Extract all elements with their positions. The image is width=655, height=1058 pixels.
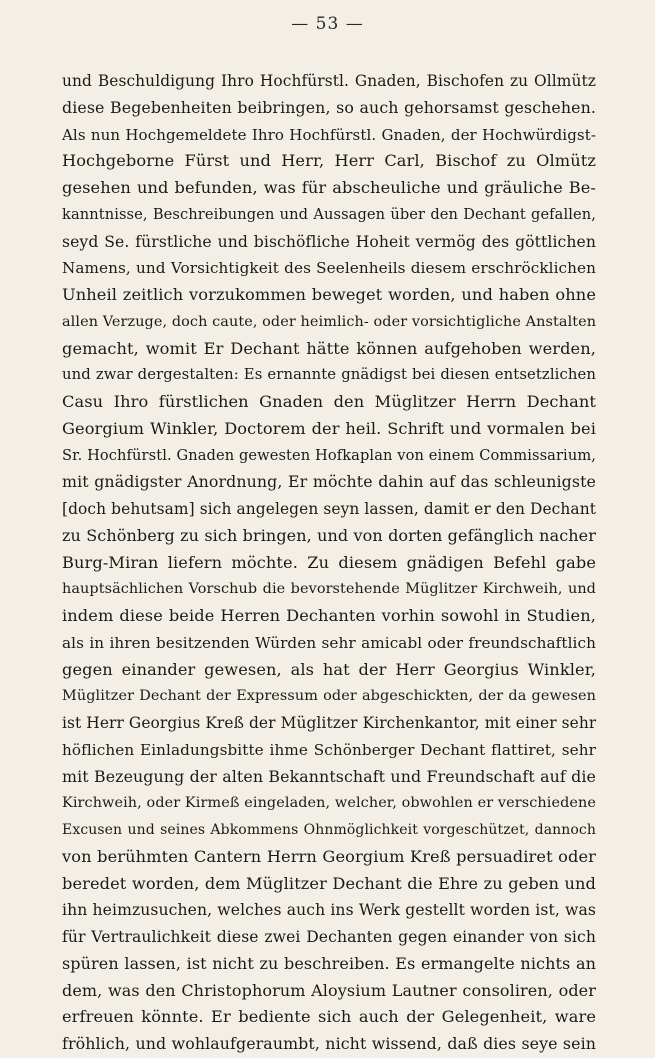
text-line: fröhlich, und wohlaufgeraumbt, nicht wissend, daß dies seye sein: [62, 1034, 596, 1053]
text-line: gegen einander gewesen, als hat der Herr Georgius Winkler,: [62, 659, 596, 679]
text-line: gesehen und befunden, was für abscheuliche und gräuliche Be-: [62, 178, 596, 197]
text-line: Casu Ihro fürstlichen Gnaden den Müglitzer Herrn Dechant: [62, 392, 596, 411]
text-line: diese Begebenheiten beibringen, so auch gehorsamst geschehen.: [62, 97, 596, 117]
text-line: Georgium Winkler, Doctorem der heil. Schrift und vormalen bei: [62, 418, 596, 438]
text-line: Sr. Hochfürstl. Gnaden gewesten Hofkaplan von einem Commissarium,: [62, 446, 596, 464]
text-line: Kirchweih, oder Kirmeß eingeladen, welcher, obwohlen er verschiedene: [62, 795, 596, 812]
text-line: indem diese beide Herren Dechanten vorhin sowohl in Studien,: [62, 606, 596, 625]
text-line: Müglitzer Dechant der Expressum oder abgeschickten, der da gewesen: [62, 688, 596, 705]
text-line: Excusen und seines Abkommens Ohnmöglichkeit vorgeschützet, dannoch: [62, 822, 596, 838]
text-line: seyd Se. fürstliche und bischöfliche Hoheit vermög des göttlichen: [62, 232, 596, 251]
page-number: — 53 —: [291, 14, 364, 34]
text-line: Burg-Miran liefern möchte. Zu diesem gnädigen Befehl gabe: [62, 552, 596, 572]
text-line: als in ihren besitzenden Würden sehr amicabl oder freundschaftlich: [62, 633, 596, 652]
text-line: ist Herr Georgius Kreß der Müglitzer Kirchenkantor, mit einer sehr: [62, 714, 596, 732]
text-line: von berühmten Cantern Herrn Georgium Kreß persuadiret oder: [62, 846, 596, 866]
text-line: und zwar dergestalten: Es ernannte gnädigst bei diesen entsetzlichen: [62, 366, 596, 384]
text-line: Hochgeborne Fürst und Herr, Herr Carl, Bischof zu Olmütz: [62, 151, 596, 171]
text-line: hauptsächlichen Vorschub die bevorstehende Müglitzer Kirchweih, und: [62, 581, 596, 598]
text-line: zu Schönberg zu sich bringen, und von dorten gefänglich nacher: [62, 525, 596, 545]
body-text: [62, 68, 596, 1058]
text-line: und Beschuldigung Ihro Hochfürstl. Gnaden, Bischofen zu Ollmütz: [62, 72, 596, 90]
text-line: mit gnädigster Anordnung, Er möchte dahin auf das schleunigste: [62, 472, 596, 492]
text-line: beredet worden, dem Müglitzer Dechant die Ehre zu geben und: [62, 873, 596, 893]
text-line: Namens, und Vorsichtigkeit des Seelenheils diesem erschröcklichen: [62, 259, 596, 278]
text-line: höflichen Einladungsbitte ihme Schönberger Dechant flattiret, sehr: [62, 740, 596, 759]
text-line: spüren lassen, ist nicht zu beschreiben. Es ermangelte nichts an: [62, 953, 596, 973]
text-line: für Vertraulichkeit diese zwei Dechanten gegen einander von sich: [62, 928, 596, 946]
text-line: dem, was den Christophorum Aloysium Lautner consoliren, oder: [62, 980, 596, 1000]
text-line: kanntnisse, Beschreibungen und Aussagen über den Dechant gefallen,: [62, 205, 596, 223]
text-line: allen Verzuge, doch caute, oder heimlich- oder vorsichtigliche Anstalten: [62, 313, 596, 330]
text-line: ihn heimzusuchen, welches auch ins Werk gestellt worden ist, was: [62, 901, 596, 920]
text-line: Als nun Hochgemeldete Ihro Hochfürstl. Gnaden, der Hochwürdigst-: [62, 125, 596, 144]
text-line: Unheil zeitlich vorzukommen beweget worden, und haben ohne: [62, 285, 596, 304]
text-line: erfreuen könnte. Er bediente sich auch der Gelegenheit, ware: [62, 1007, 596, 1027]
text-line: gemacht, womit Er Dechant hätte können aufgehoben werden,: [62, 338, 596, 358]
text-line: [doch behutsam] sich angelegen seyn lassen, damit er den Dechant: [62, 500, 596, 518]
text-line: mit Bezeugung der alten Bekanntschaft und Freundschaft auf die: [62, 766, 596, 786]
